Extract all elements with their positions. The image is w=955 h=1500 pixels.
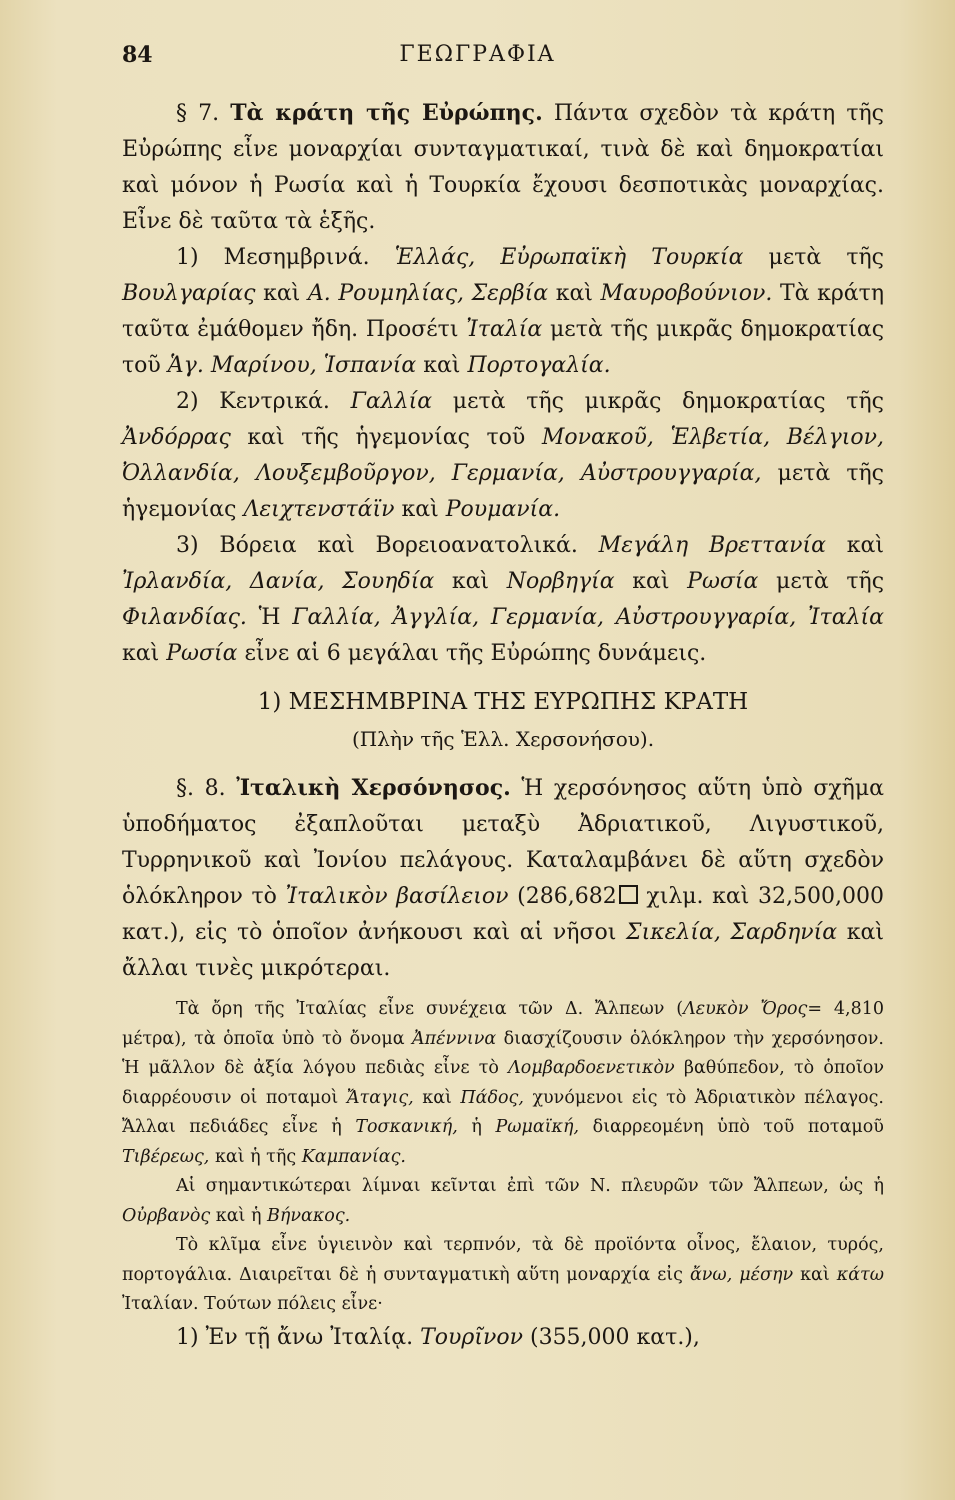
country-names: Φιλανδίας. (122, 605, 247, 630)
country-names: Ρωσία (166, 641, 238, 666)
city-name: Τουρῖνον (420, 1324, 523, 1350)
country-names: Γαλλία, Ἀγγλία, Γερμανία, Αὐστρουγγαρία, Ἰταλία (292, 605, 884, 630)
country-names: Μεγάλη Βρεττανία (598, 533, 826, 558)
section-subheading: (Πλὴν τῆς Ἑλλ. Χερσονήσου). (351, 727, 655, 751)
place-name: Οὐρβανὸς (122, 1205, 211, 1226)
mountains-rivers-paragraph (122, 995, 884, 1172)
text-run: καὶ (846, 533, 885, 558)
country-names: Γαλλία (350, 389, 433, 414)
text-run: Αἱ σημαντικώτεραι λίμναι κεῖνται ἐπὶ τῶν Ν. πλευρῶν τῶν Ἄλπεων, ὡς ἡ (176, 1176, 884, 1196)
place-name: Καμπανίας. (301, 1146, 406, 1167)
text-run: καὶ (422, 1087, 452, 1108)
text-run: μετὰ τῆς μικρᾶς δημοκρατίας τοῦ (122, 317, 885, 378)
country-names: Μαυροβούνιον. (600, 281, 773, 306)
section-8-title: Ἰταλικὴ Χερσόνησος. (236, 775, 511, 801)
text-run: χιλμ. καὶ 32,500,000 κατ.), εἰς τὸ ὁποῖον ἀνήκουσι καὶ αἱ νῆσοι (122, 884, 885, 945)
text-run: 1) Ἐν τῇ ἄνω Ἰταλίᾳ. (176, 1324, 414, 1350)
country-names: Ρουμανία. (445, 497, 561, 522)
island-names: Σικελία, Σαρδηνία (626, 920, 838, 945)
page-number: 84 (122, 42, 153, 68)
country-names: Μονακοῦ, Ἑλβετία, Βέλγιον, Ὀλλανδία, Λουξεμβοῦργον, Γερμανία, Αὐστρουγγαρία, (122, 425, 885, 486)
country-names: Ἁγ. Μαρίνου, Ἱσπανία (167, 353, 417, 378)
section-7-label: § 7. (176, 101, 220, 126)
country-names: Λειχτενστάϊν (243, 497, 395, 522)
place-name: Πάδος, (460, 1087, 524, 1108)
country-names: Ἰταλικὸν βασίλειον (285, 884, 509, 909)
country-names: Ἰρλανδία, Δανία, Σουηδία (122, 569, 435, 594)
text-run: καὶ ἡ (215, 1205, 262, 1226)
text-run: καὶ ἄλλαι τινὲς μικρότεραι. (122, 920, 884, 981)
text-run: μετὰ τῆς ἡγεμονίας (122, 461, 885, 522)
text-run: καὶ (263, 281, 301, 306)
country-names: Νορβηγία (506, 569, 615, 594)
text-run: καὶ (122, 641, 160, 666)
place-name: Ρωμαϊκή, (495, 1117, 580, 1137)
section-7-title: Τὰ κράτη τῆς Εὐρώπης. (230, 100, 543, 126)
item-2-lead: 2) Κεντρικά. (176, 389, 330, 414)
text-run: καὶ (423, 353, 461, 378)
place-name: Λομβαρδοενετικὸν (508, 1058, 675, 1078)
text-run: Τὸ κλῖμα εἶνε ὑγιεινὸν καὶ τερπνόν, τὰ δὲ προϊόντα οἶνος, ἔλαιον, τυρός, πορτογάλια. Διαιρεῖται δὲ ἡ συνταγματικὴ αὕτη μοναρχία εἰς (122, 1235, 884, 1285)
place-name: Βήνακος. (267, 1205, 351, 1226)
text-run: (355,000 κατ.), (529, 1324, 700, 1350)
country-names: Α. Ρουμηλίας, Σερβία (307, 281, 549, 306)
southern-states-paragraph (122, 240, 884, 384)
text-run: καὶ τῆς ἡγεμονίας τοῦ (247, 425, 526, 450)
text-run: = 4,810 μέτρα), τὰ ὁποῖα ὑπὸ τὸ ὄνομα (122, 999, 884, 1049)
place-name: ἄνω, μέσην (689, 1264, 794, 1285)
place-name: Λευκὸν Ὄρος (683, 999, 808, 1019)
text-run: ἡ (471, 1117, 482, 1137)
place-name: κάτω (836, 1264, 884, 1285)
section-7-paragraph (122, 95, 884, 240)
text-run: διαρρεομένη ὑπὸ τοῦ ποταμοῦ (592, 1117, 884, 1137)
text-run: καὶ (451, 569, 490, 594)
text-run: διασχίζουσιν ὁλόκληρον τὴν χερσόνησον. Ἡ μᾶλλον δὲ ἀξία λόγου πεδιὰς εἶνε τὸ (122, 1028, 884, 1078)
place-name: Ἄταγις, (346, 1087, 414, 1108)
text-run: Ἡ χερσόνησος αὕτη ὑπὸ σχῆμα ὑποδήματος ἐξαπλοῦται μεταξὺ Ἀδριατικοῦ, Λιγυστικοῦ, Τυρρηνικοῦ καὶ Ἰονίου πελάγους. Καταλαμβάνει δὲ αὕτη σχεδὸν ὁλόκληρον τὸ (122, 776, 885, 909)
text-run: μετὰ τῆς (768, 245, 884, 270)
text-run: μετὰ τῆς (776, 569, 885, 594)
text-run: εἶνε αἱ 6 μεγάλαι τῆς Εὐρώπης δυνάμεις. (244, 641, 707, 666)
climate-paragraph (122, 1231, 884, 1320)
country-names: Ρωσία (687, 569, 759, 594)
text-run: Τὰ ὄρη τῆς Ἰταλίας εἶνε συνέχεια τῶν Δ. Ἄλπεων ( (176, 999, 684, 1019)
section-8-paragraph (122, 770, 884, 987)
page-body (122, 95, 884, 1356)
text-run: καὶ (632, 569, 670, 594)
text-run: βαθύπεδον, τὸ ὁποῖον διαρρέουσιν οἱ ποταμοὶ (122, 1058, 884, 1108)
square-symbol-icon (619, 885, 638, 904)
text-run: Ἡ (258, 605, 281, 630)
section-heading: 1) ΜΕΣΗΜΒΡΙΝΑ ΤΗΣ ΕΥΡΩΠΗΣ ΚΡΑΤΗ (257, 689, 749, 715)
text-run: Ἰταλίαν. Τούτων πόλεις εἶνε· (122, 1294, 383, 1314)
country-names: Βουλγαρίας (122, 281, 256, 306)
text-run: χυνόμενοι εἰς τὸ Ἀδριατικὸν πέλαγος. Ἄλλαι πεδιάδες εἶνε ἡ (122, 1087, 884, 1137)
northern-states-paragraph (122, 528, 884, 672)
lakes-paragraph (122, 1172, 884, 1231)
text-run: καὶ (401, 497, 439, 522)
page-header (0, 42, 955, 78)
central-states-paragraph (122, 384, 884, 528)
text-run: Τὰ κράτη ταῦτα ἐμάθομεν ἤδη. Προσέτι (122, 281, 885, 342)
area-value: (286,682 (517, 884, 617, 909)
upper-italy-line (122, 1320, 884, 1356)
item-3-lead: 3) Βόρεια καὶ Βορειοανατολικά. (176, 533, 578, 558)
place-name: Τοσκανική, (355, 1117, 458, 1137)
item-1-lead: 1) Μεσημβρινά. (176, 245, 370, 270)
country-names: Πορτογαλία. (467, 353, 611, 378)
section-7-text: Πάντα σχεδὸν τὰ κράτη τῆς Εὐρώπης εἶνε μοναρχίαι συνταγματικαί, τινὰ δὲ καὶ δημοκρατίαι καὶ μόνον ἡ Ρωσία καὶ ἡ Τουρκία ἔχουσι δεσποτικὰς μοναρχίας. Εἶνε δὲ ταῦτα τὰ ἑξῆς. (122, 101, 884, 234)
text-run: καὶ (555, 281, 593, 306)
text-run: μετὰ τῆς μικρᾶς δημοκρατίας τῆς (452, 389, 884, 414)
running-head: ΓΕΩΓΡΑΦΙΑ (399, 42, 556, 67)
section-8-label: §. 8. (176, 776, 226, 801)
place-name: Τιβέρεως, (122, 1146, 210, 1167)
text-run: καὶ (800, 1264, 830, 1285)
country-names: Ἰταλία (466, 317, 543, 342)
country-names: Ἀνδόρρας (122, 425, 231, 450)
text-run: καὶ ἡ τῆς (214, 1146, 297, 1167)
place-name: Ἀπέννινα (412, 1028, 497, 1049)
country-names: Ἑλλάς, Εὐρωπαϊκὴ Τουρκία (394, 245, 744, 270)
